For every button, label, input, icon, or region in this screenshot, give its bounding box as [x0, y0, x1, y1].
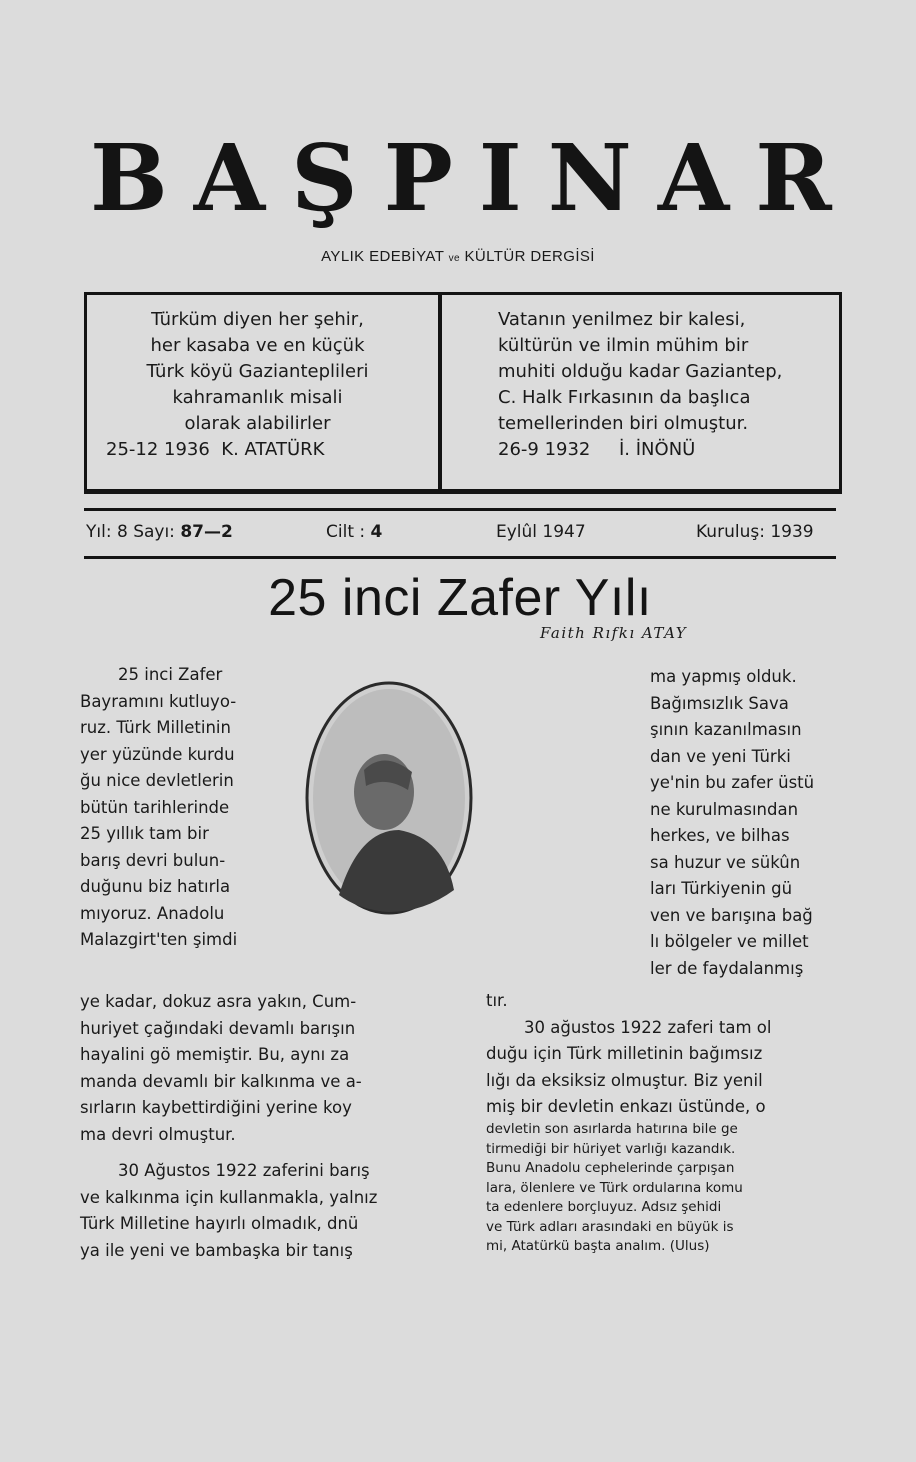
- quote-line: olarak alabilirler: [184, 413, 331, 434]
- col2-narrow: [650, 664, 850, 982]
- text-line: mıyoruz. Anadolu: [80, 903, 225, 923]
- quote-line: Türk köyü Gazianteplileri: [146, 361, 369, 382]
- quote-signature: K. ATATÜRK: [221, 439, 325, 460]
- quote-line: kültürün ve ilmin mühim bir: [498, 335, 749, 356]
- quote-signature: İ. İNÖNÜ: [619, 439, 696, 460]
- text-line: ları Türkiyenin gü: [650, 879, 793, 898]
- text-line: tır.: [486, 991, 508, 1010]
- text-line: Bayramını kutluyo-: [80, 691, 237, 711]
- quote-divider: [438, 292, 442, 491]
- text-line: ta edenlere borçluyuz. Adsız şehidi: [486, 1199, 722, 1215]
- quote-date: 25-12 1936: [106, 439, 210, 460]
- text-line: 30 Ağustos 1922 zaferini barış: [118, 1161, 370, 1180]
- text-line: mi, Atatürkü başta analım. (Ulus): [486, 1238, 710, 1254]
- founded-year: Kuruluş: 1939: [696, 522, 814, 542]
- rule-bottom: [84, 556, 836, 559]
- text-line: duğunu biz hatırla: [80, 877, 231, 896]
- text-line: 30 ağustos 1922 zaferi tam ol: [524, 1017, 772, 1037]
- col1-para2: [80, 1158, 460, 1264]
- issue-year: [86, 522, 233, 542]
- quote-attribution: [498, 437, 818, 463]
- text-line: sırların kaybettirdiğini yerine koy: [80, 1098, 352, 1117]
- text-line: Bağımsızlık Sava: [650, 693, 789, 713]
- subtitle-rest: KÜLTÜR DERGİSİ: [464, 248, 595, 265]
- text-line: ruz. Türk Milletinin: [80, 718, 231, 737]
- portrait-image: [304, 680, 474, 916]
- text-line: hayalini gö memiştir. Bu, aynı za: [80, 1045, 350, 1064]
- text-line: tirmediği bir hüriyet varlığı kazandık.: [486, 1140, 736, 1157]
- subtitle-joiner: ve: [448, 253, 460, 264]
- text-line: Bunu Anadolu cephelerinde çarpışan: [486, 1160, 735, 1176]
- issue-volume: [326, 522, 382, 542]
- issue-date: Eylûl 1947: [496, 522, 586, 542]
- text-line: lara, ölenlere ve Türk ordularına komu: [486, 1179, 743, 1196]
- masthead-subtitle: [0, 248, 916, 265]
- text-line: lığı da eksiksiz olmuştur. Biz yenil: [486, 1070, 763, 1090]
- text-line: manda devamlı bir kalkınma ve a-: [80, 1071, 362, 1091]
- text-line: ye'nin bu zafer üstü: [650, 773, 815, 792]
- quote-line: Türküm diyen her şehir,: [151, 309, 364, 330]
- text-line: miş bir devletin enkazı üstünde, o: [486, 1097, 766, 1116]
- col2-wide: [486, 988, 846, 1121]
- quote-line: kahramanlık misali: [172, 387, 343, 408]
- text-line: ya ile yeni ve bambaşka bir tanış: [80, 1240, 353, 1260]
- text-line: huriyet çağındaki devamlı barışın: [80, 1018, 356, 1038]
- text-line: ve Türk adları arasındaki en büyük is: [486, 1218, 734, 1235]
- issue-number: 87—2: [180, 522, 233, 542]
- text-line: Malazgirt'ten şimdi: [80, 930, 238, 949]
- quote-line: muhiti olduğu kadar Gaziantep,: [498, 361, 783, 382]
- quote-attribution: [100, 437, 415, 463]
- quote-inonu: [498, 307, 818, 463]
- text-line: ye kadar, dokuz asra yakın, Cum-: [80, 992, 357, 1011]
- text-line: duğu için Türk milletinin bağımsız: [486, 1044, 763, 1063]
- text-line: ne kurulmasından: [650, 799, 799, 819]
- text-line: ğu nice devletlerin: [80, 771, 234, 790]
- article-author: Faith Rıfkı ATAY: [540, 624, 688, 642]
- text-line: ve kalkınma için kullanmakla, yalnız: [80, 1187, 378, 1207]
- text-line: yer yüzünde kurdu: [80, 744, 235, 764]
- rule-top: [84, 508, 836, 511]
- text-line: 25 inci Zafer: [118, 665, 223, 684]
- quote-line: C. Halk Fırkasının da başlıca: [498, 387, 751, 408]
- text-line: ma yapmış olduk.: [650, 667, 797, 686]
- text-line: Türk Milletine hayırlı olmadık, dnü: [80, 1214, 359, 1233]
- text-line: ma devri olmuştur.: [80, 1124, 236, 1144]
- col1-wide: [80, 989, 460, 1148]
- text-line: ler de faydalanmış: [650, 958, 804, 978]
- text-line: bütün tarihlerinde: [80, 797, 230, 817]
- issue-label: Sayı:: [133, 522, 175, 542]
- quote-date: 26-9 1932: [498, 439, 591, 460]
- year-text: Yıl: 8: [86, 522, 128, 542]
- text-line: barış devri bulun-: [80, 850, 226, 870]
- quote-line: temellerinden biri olmuştur.: [498, 413, 749, 434]
- quote-line: Vatanın yenilmez bir kalesi,: [498, 309, 746, 330]
- text-line: lı bölgeler ve millet: [650, 932, 809, 951]
- text-line: sa huzur ve sükûn: [650, 852, 801, 872]
- volume-label: Cilt :: [326, 522, 366, 542]
- masthead-title: BAŞPINAR: [90, 124, 858, 232]
- quote-line: her kasaba ve en küçük: [150, 335, 365, 356]
- text-line: dan ve yeni Türki: [650, 746, 791, 766]
- col2-small: [486, 1120, 846, 1257]
- text-line: 25 yıllık tam bir: [80, 824, 209, 843]
- text-line: şının kazanılmasın: [650, 720, 802, 739]
- subtitle-main: AYLIK EDEBİYAT: [321, 248, 444, 265]
- text-line: devletin son asırlarda hatırına bile ge: [486, 1121, 738, 1137]
- volume-number: 4: [370, 522, 383, 542]
- quote-ataturk: [100, 307, 415, 463]
- text-line: ven ve barışına bağ: [650, 905, 813, 925]
- text-line: herkes, ve bilhas: [650, 826, 790, 845]
- article-headline: 25 inci Zafer Yılı: [268, 569, 652, 627]
- col1-narrow: [80, 662, 280, 954]
